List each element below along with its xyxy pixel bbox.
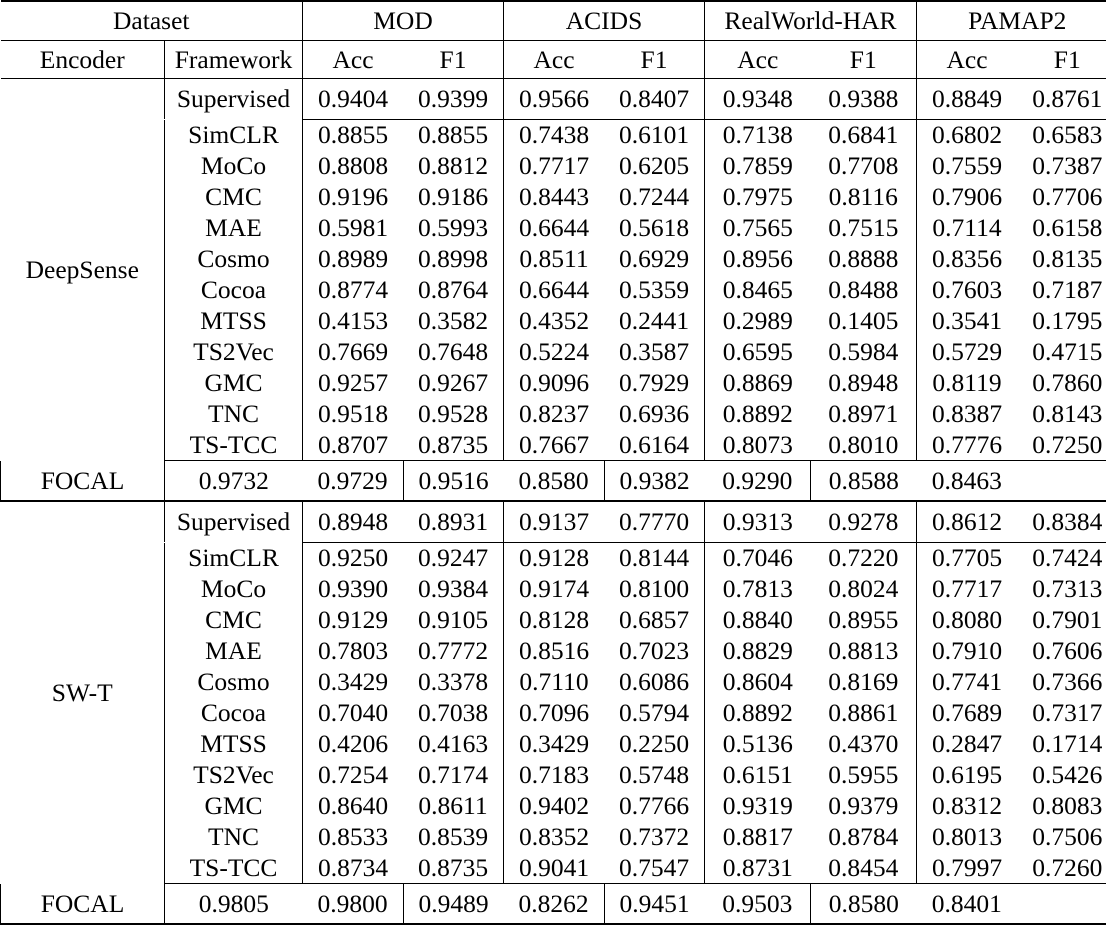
metric-value: 0.9137 [504,502,605,542]
metric-value: 0.9732 [165,461,303,501]
framework-name: TS2Vec [165,760,303,791]
metric-value: 0.8387 [917,399,1018,430]
supervised-row [1,79,1106,119]
metric-value: 0.8948 [811,368,917,399]
metric-value: 0.8169 [811,667,917,698]
framework-row [1,213,1106,244]
metric-value: 0.8128 [504,605,605,636]
metric-value: 0.8612 [917,502,1018,542]
encoder-column-header: Encoder [1,41,165,79]
metric-value: 0.9250 [303,543,404,574]
framework-row [1,182,1106,213]
metric-value: 0.8955 [811,605,917,636]
metric-value: 0.3541 [917,306,1018,337]
framework-name: GMC [165,368,303,399]
metric-value: 0.8971 [811,399,917,430]
metric-value: 0.5993 [403,213,504,244]
metric-value: 0.5955 [811,760,917,791]
metric-value: 0.9399 [403,79,504,119]
metric-value: 0.1795 [1017,306,1106,337]
metric-value: 0.8024 [811,574,917,605]
metric-value: 0.9384 [403,574,504,605]
metric-value: 0.8465 [705,275,811,306]
focal-row [1,884,1106,924]
metric-header-4: Acc [705,41,811,79]
metric-value: 0.7559 [917,151,1018,182]
framework-name: Cosmo [165,244,303,275]
metric-value: 0.3378 [403,667,504,698]
metric-value: 0.6086 [604,667,705,698]
metric-value: 0.8454 [811,853,917,884]
metric-value: 0.9800 [303,884,404,924]
metric-value: 0.8888 [811,244,917,275]
metric-value: 0.7313 [1017,574,1106,605]
framework-name: CMC [165,182,303,213]
metric-value: 0.8764 [403,275,504,306]
framework-name: MTSS [165,306,303,337]
metric-value: 0.2250 [604,729,705,760]
framework-row [1,244,1106,275]
metric-header-2: Acc [504,41,605,79]
metric-value: 0.5618 [604,213,705,244]
metric-value: 0.8116 [811,182,917,213]
metric-value: 0.8135 [1017,244,1106,275]
metric-value: 0.9319 [705,791,811,822]
metric-value: 0.8083 [1017,791,1106,822]
framework-column-header: Framework [165,41,303,79]
metric-value: 0.7717 [917,574,1018,605]
metric-value: 0.8080 [917,605,1018,636]
metric-value: 0.7046 [705,543,811,574]
metric-value: 0.7174 [403,760,504,791]
metric-value: 0.7860 [1017,368,1106,399]
framework-name: GMC [165,791,303,822]
metric-header-5: F1 [811,41,917,79]
metric-value: 0.8817 [705,822,811,853]
metric-value: 0.6151 [705,760,811,791]
metric-value: 0.7770 [604,502,705,542]
metric-value: 0.8588 [811,461,917,501]
metric-value: 0.5794 [604,698,705,729]
dataset-label: Dataset [1,2,303,40]
metric-value: 0.2989 [705,306,811,337]
metric-value: 0.8840 [705,605,811,636]
metric-value: 0.8401 [917,884,1018,924]
metric-value: 0.9503 [705,884,811,924]
metric-value: 0.9518 [303,399,404,430]
framework-row [1,574,1106,605]
framework-name: Supervised [165,502,303,542]
metric-value: 0.7717 [504,151,605,182]
metric-value: 0.3587 [604,337,705,368]
metric-value: 0.8611 [403,791,504,822]
metric-value: 0.5224 [504,337,605,368]
metric-value: 0.7244 [604,182,705,213]
metric-value: 0.7547 [604,853,705,884]
metric-value: 0.7997 [917,853,1018,884]
metric-value: 0.7387 [1017,151,1106,182]
metric-value: 0.8735 [403,430,504,461]
focal-row [1,461,1106,501]
supervised-row [1,502,1106,542]
framework-row [1,605,1106,636]
metric-header-7: F1 [1017,41,1106,79]
dataset-header-row [1,2,1106,40]
metric-value: 0.9257 [303,368,404,399]
metric-value: 0.5729 [917,337,1018,368]
metric-value: 0.2441 [604,306,705,337]
metric-value: 0.7648 [403,337,504,368]
metric-value: 0.7813 [705,574,811,605]
metric-value: 0.9566 [504,79,605,119]
metric-value: 0.7929 [604,368,705,399]
metric-value: 0.7114 [917,213,1018,244]
metric-value: 0.8808 [303,151,404,182]
framework-name: MoCo [165,151,303,182]
metric-value: 0.9348 [705,79,811,119]
metric-value: 0.3429 [303,667,404,698]
framework-name: CMC [165,605,303,636]
metric-value: 0.8956 [705,244,811,275]
metric-value: 0.6929 [604,244,705,275]
framework-row [1,729,1106,760]
metric-value: 0.8516 [504,636,605,667]
metric-value: 0.9388 [811,79,917,119]
metric-value: 0.7038 [403,698,504,729]
metric-value: 0.7766 [604,791,705,822]
framework-name: MoCo [165,574,303,605]
metric-value: 0.8948 [303,502,404,542]
metric-value: 0.7667 [504,430,605,461]
metric-value: 0.7424 [1017,543,1106,574]
metric-value: 0.8998 [403,244,504,275]
metric-value: 0.4352 [504,306,605,337]
framework-row [1,791,1106,822]
metric-value: 0.7220 [811,543,917,574]
framework-row [1,543,1106,574]
metric-header-1: F1 [403,41,504,79]
metric-value: 0.9528 [403,399,504,430]
framework-name: SimCLR [165,543,303,574]
metric-value: 0.7776 [917,430,1018,461]
metric-value: 0.6644 [504,213,605,244]
metric-value: 0.7110 [504,667,605,698]
metric-value: 0.7603 [917,275,1018,306]
metric-value: 0.9128 [504,543,605,574]
metric-value: 0.7372 [604,822,705,853]
metric-value: 0.7317 [1017,698,1106,729]
metric-value: 0.8855 [403,120,504,151]
metric-value: 0.8855 [303,120,404,151]
metric-value: 0.6583 [1017,120,1106,151]
metric-value: 0.7741 [917,667,1018,698]
metric-value: 0.8511 [504,244,605,275]
encoder-name-deepsense: DeepSense [1,79,165,461]
metric-value: 0.8488 [811,275,917,306]
metric-value: 0.6595 [705,337,811,368]
metric-value: 0.7023 [604,636,705,667]
framework-name: MAE [165,636,303,667]
metric-value: 0.4370 [811,729,917,760]
metric-value: 0.8100 [604,574,705,605]
metric-value: 0.7565 [705,213,811,244]
metric-value: 0.7689 [917,698,1018,729]
framework-name: FOCAL [1,461,165,501]
metric-value: 0.7910 [917,636,1018,667]
metric-value: 0.8604 [705,667,811,698]
metric-value: 0.8813 [811,636,917,667]
metric-value: 0.5359 [604,275,705,306]
metric-value: 0.8237 [504,399,605,430]
framework-row [1,822,1106,853]
metric-value: 0.7260 [1017,853,1106,884]
metric-value: 0.9379 [811,791,917,822]
metric-value: 0.7515 [811,213,917,244]
metric-value: 0.5981 [303,213,404,244]
encoder-name-sw-t: SW-T [1,502,165,884]
metric-value: 0.9041 [504,853,605,884]
metric-value: 0.9096 [504,368,605,399]
metric-value: 0.8861 [811,698,917,729]
metric-value: 0.8892 [705,698,811,729]
dataset-header-mod: MOD [303,2,504,40]
metric-value: 0.4163 [403,729,504,760]
framework-row [1,667,1106,698]
metric-value: 0.8761 [1017,79,1106,119]
framework-row [1,760,1106,791]
dataset-header-pamap2: PAMAP2 [917,2,1106,40]
framework-row [1,337,1106,368]
framework-row [1,636,1106,667]
results-table-body [1,1,1106,925]
metric-value: 0.9451 [604,884,705,924]
metric-value: 0.4206 [303,729,404,760]
metric-value: 0.3582 [403,306,504,337]
metric-value: 0.8774 [303,275,404,306]
metric-value: 0.7506 [1017,822,1106,853]
metric-value: 0.6644 [504,275,605,306]
metric-value: 0.2847 [917,729,1018,760]
metric-value: 0.7366 [1017,667,1106,698]
metric-value: 0.8640 [303,791,404,822]
metric-value: 0.8352 [504,822,605,853]
metric-value: 0.8829 [705,636,811,667]
framework-name: TNC [165,399,303,430]
framework-name: FOCAL [1,884,165,924]
framework-row [1,275,1106,306]
metric-value: 0.9805 [165,884,303,924]
framework-row [1,368,1106,399]
framework-name: Cocoa [165,275,303,306]
metric-value: 0.8356 [917,244,1018,275]
metric-value: 0.9729 [303,461,404,501]
metric-value: 0.8262 [504,884,605,924]
metric-value: 0.7187 [1017,275,1106,306]
dataset-header-realworld-har: RealWorld-HAR [705,2,917,40]
metric-value: 0.9174 [504,574,605,605]
metric-value: 0.8312 [917,791,1018,822]
metric-value: 0.6802 [917,120,1018,151]
framework-name: TS-TCC [165,430,303,461]
metric-value: 0.8580 [811,884,917,924]
metric-header-0: Acc [303,41,404,79]
metric-value: 0.7705 [917,543,1018,574]
dataset-header-acids: ACIDS [504,2,705,40]
framework-name: Cocoa [165,698,303,729]
metric-value: 0.7254 [303,760,404,791]
metric-value: 0.9196 [303,182,404,213]
framework-row [1,306,1106,337]
metric-value: 0.8931 [403,502,504,542]
metric-value: 0.6936 [604,399,705,430]
metric-header-row [1,41,1106,79]
metric-value: 0.4153 [303,306,404,337]
metric-value: 0.9313 [705,502,811,542]
metric-value: 0.7040 [303,698,404,729]
metric-value: 0.7906 [917,182,1018,213]
metric-value: 0.9186 [403,182,504,213]
framework-row [1,399,1106,430]
framework-name: TNC [165,822,303,853]
metric-value: 0.9105 [403,605,504,636]
metric-value: 0.9382 [604,461,705,501]
metric-value: 0.7438 [504,120,605,151]
metric-value: 0.5136 [705,729,811,760]
metric-value: 0.7250 [1017,430,1106,461]
metric-value: 0.1714 [1017,729,1106,760]
metric-value: 0.9247 [403,543,504,574]
framework-row [1,151,1106,182]
metric-value: 0.9390 [303,574,404,605]
metric-value: 0.7708 [811,151,917,182]
metric-value: 0.8013 [917,822,1018,853]
metric-value: 0.8407 [604,79,705,119]
metric-value: 0.8734 [303,853,404,884]
metric-value: 0.8731 [705,853,811,884]
metric-value: 0.9402 [504,791,605,822]
metric-value: 0.8812 [403,151,504,182]
metric-value: 0.8443 [504,182,605,213]
framework-name: SimCLR [165,120,303,151]
metric-value: 0.9404 [303,79,404,119]
metric-value: 0.9516 [403,461,504,501]
metric-value: 0.7669 [303,337,404,368]
metric-value: 0.8580 [504,461,605,501]
framework-row [1,853,1106,884]
metric-value: 0.7183 [504,760,605,791]
metric-value: 0.1405 [811,306,917,337]
metric-value: 0.3429 [504,729,605,760]
metric-value: 0.8384 [1017,502,1106,542]
metric-value: 0.8143 [1017,399,1106,430]
metric-value: 0.9290 [705,461,811,501]
metric-value: 0.4715 [1017,337,1106,368]
metric-value: 0.8539 [403,822,504,853]
metric-value: 0.7803 [303,636,404,667]
framework-row [1,430,1106,461]
metric-value: 0.5984 [811,337,917,368]
metric-value: 0.8892 [705,399,811,430]
metric-value: 0.7706 [1017,182,1106,213]
metric-value: 0.6857 [604,605,705,636]
metric-value: 0.8849 [917,79,1018,119]
metric-value: 0.6195 [917,760,1018,791]
metric-value: 0.7138 [705,120,811,151]
metric-header-3: F1 [604,41,705,79]
metric-value: 0.6841 [811,120,917,151]
metric-header-6: Acc [917,41,1018,79]
metric-value: 0.8784 [811,822,917,853]
framework-row [1,120,1106,151]
framework-name: TS2Vec [165,337,303,368]
metric-value: 0.6101 [604,120,705,151]
metric-value: 0.5426 [1017,760,1106,791]
framework-row [1,698,1106,729]
framework-name: TS-TCC [165,853,303,884]
metric-value: 0.9278 [811,502,917,542]
metric-value: 0.8463 [917,461,1018,501]
metric-value: 0.7859 [705,151,811,182]
framework-name: Cosmo [165,667,303,698]
metric-value: 0.8533 [303,822,404,853]
metric-value: 0.9129 [303,605,404,636]
metric-value: 0.7096 [504,698,605,729]
metric-value: 0.9489 [403,884,504,924]
metric-value: 0.8144 [604,543,705,574]
framework-name: MAE [165,213,303,244]
metric-value: 0.6158 [1017,213,1106,244]
metric-value: 0.8010 [811,430,917,461]
framework-name: MTSS [165,729,303,760]
metric-value: 0.8735 [403,853,504,884]
metric-value: 0.7975 [705,182,811,213]
metric-value: 0.8119 [917,368,1018,399]
metric-value: 0.5748 [604,760,705,791]
metric-value: 0.8989 [303,244,404,275]
metric-value: 0.7606 [1017,636,1106,667]
metric-value: 0.6164 [604,430,705,461]
metric-value: 0.8869 [705,368,811,399]
metric-value: 0.8707 [303,430,404,461]
framework-name: Supervised [165,79,303,119]
metric-value: 0.7901 [1017,605,1106,636]
metric-value: 0.6205 [604,151,705,182]
metric-value: 0.7772 [403,636,504,667]
metric-value: 0.8073 [705,430,811,461]
metric-value: 0.9267 [403,368,504,399]
